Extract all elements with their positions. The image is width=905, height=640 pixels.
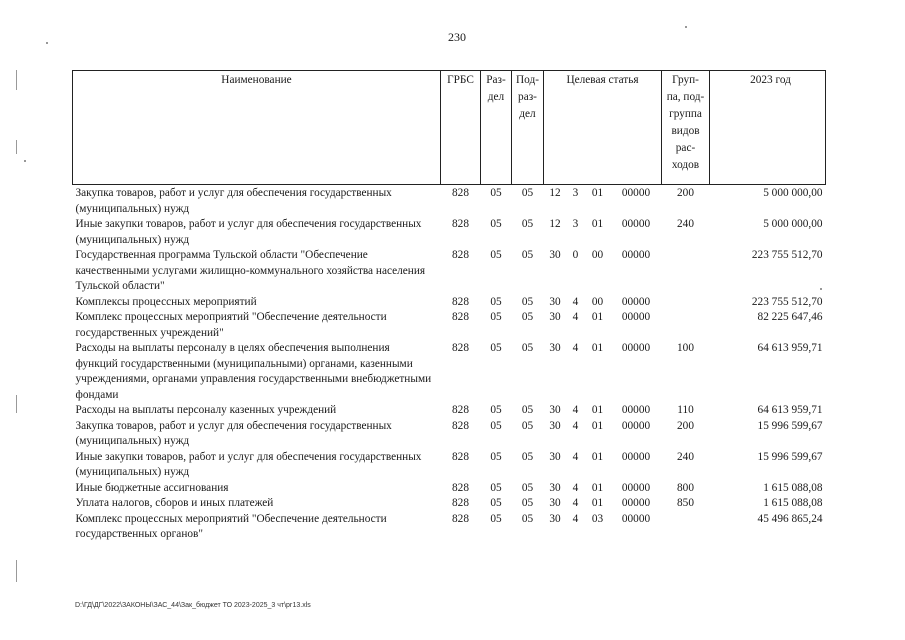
table-row — [73, 217, 826, 248]
row-target-direction: 00000 — [621, 311, 651, 323]
row-target-direction: 00000 — [621, 481, 651, 494]
table-row — [73, 248, 826, 295]
row-grbs: 828 — [452, 295, 469, 308]
row-razdel: 05 — [490, 187, 502, 199]
row-podrazdel: 05 — [521, 497, 534, 509]
row-name: Комплекс процессных мероприятий "Обеспечение деятельности государственных учреждений" — [75, 311, 387, 339]
row-grbs: 828 — [452, 450, 469, 463]
row-target-type: 4 — [572, 419, 579, 432]
row-target-subprogram: 01 — [591, 342, 604, 354]
row-expense-group: 800 — [677, 481, 694, 494]
row-razdel: 05 — [490, 249, 502, 261]
row-name: Комплексы процессных мероприятий — [75, 295, 257, 308]
row-target-direction: 00000 — [621, 342, 651, 354]
header-year-2023: 2023 год — [710, 71, 826, 185]
row-expense-group: 100 — [677, 342, 694, 354]
row-name: Расходы на выплаты персоналу в целях обеспечения выполнения функций государственными (муниципальными) органами, казенными учреждениями, органами управления государственными внебюджетными фондами — [75, 342, 432, 401]
row-podrazdel: 05 — [521, 450, 534, 463]
row-target-direction: 00000 — [621, 249, 651, 261]
row-target-type: 3 — [572, 218, 579, 230]
table-row — [73, 185, 826, 218]
row-target-program: 30 — [549, 497, 561, 509]
row-target-program: 30 — [549, 512, 561, 525]
row-target-subprogram: 01 — [591, 450, 604, 463]
row-podrazdel: 05 — [521, 404, 534, 416]
row-target-subprogram: 00 — [591, 249, 604, 261]
row-razdel: 05 — [490, 419, 502, 432]
row-name: Закупка товаров, работ и услуг для обеспечения государственных (муниципальных) нужд — [75, 419, 392, 447]
page-number: 230 — [448, 30, 466, 44]
row-name: Комплекс процессных мероприятий "Обеспечение деятельности государственных органов" — [75, 512, 387, 540]
row-target-type: 4 — [572, 342, 579, 354]
row-razdel: 05 — [490, 218, 502, 230]
row-grbs: 828 — [452, 342, 469, 354]
row-expense-group: 200 — [677, 419, 694, 432]
row-razdel: 05 — [490, 450, 502, 463]
row-target-program: 12 — [549, 218, 561, 230]
table-row — [73, 512, 826, 543]
row-grbs: 828 — [452, 419, 469, 432]
row-podrazdel: 05 — [521, 512, 534, 525]
row-target-type: 4 — [572, 497, 579, 509]
row-razdel: 05 — [490, 512, 502, 525]
row-grbs: 828 — [452, 218, 469, 230]
row-podrazdel: 05 — [521, 295, 534, 308]
row-amount: 15 996 599,67 — [757, 450, 823, 463]
table-row — [73, 403, 826, 419]
row-amount: 223 755 512,70 — [751, 249, 823, 261]
row-grbs: 828 — [452, 512, 469, 525]
table-row — [73, 341, 826, 403]
table-row — [73, 310, 826, 341]
row-target-subprogram: 01 — [591, 187, 604, 199]
row-target-type: 4 — [572, 295, 579, 308]
row-target-program: 30 — [549, 419, 561, 432]
row-razdel: 05 — [490, 311, 502, 323]
row-target-direction: 00000 — [621, 295, 651, 308]
row-expense-group: 240 — [677, 218, 694, 230]
row-grbs: 828 — [452, 187, 469, 199]
row-expense-group: 110 — [677, 404, 694, 416]
row-expense-group: 240 — [677, 450, 694, 463]
table-body — [73, 185, 826, 543]
budget-table — [72, 70, 826, 543]
row-name: Иные закупки товаров, работ и услуг для обеспечения государственных (муниципальных) нужд — [75, 450, 422, 478]
header-razdel: Раз- дел — [481, 71, 512, 185]
row-target-program: 30 — [549, 481, 561, 494]
row-amount: 15 996 599,67 — [757, 419, 823, 432]
row-name: Иные закупки товаров, работ и услуг для обеспечения государственных (муниципальных) нужд — [75, 218, 422, 246]
row-target-direction: 00000 — [621, 187, 651, 199]
row-target-direction: 00000 — [621, 404, 651, 416]
row-target-subprogram: 01 — [591, 404, 604, 416]
scan-dot — [46, 42, 48, 44]
row-amount: 223 755 512,70 — [751, 295, 823, 308]
row-amount: 45 496 865,24 — [757, 512, 823, 525]
row-expense-group — [662, 248, 710, 295]
row-amount: 1 615 088,08 — [763, 497, 823, 509]
table-row — [73, 295, 826, 311]
row-target-type: 4 — [572, 311, 579, 323]
row-expense-group: 200 — [677, 187, 694, 199]
footer-file-path: D:\ГД\ДГ\2022\ЗАКОНЫ\ЗАС_44\Зак_бюджет ТО 2023-2025_3 чт\рг13.xls — [75, 602, 311, 609]
row-amount: 64 613 959,71 — [757, 342, 823, 354]
table-row — [73, 496, 826, 512]
row-target-program: 30 — [549, 450, 561, 463]
row-target-type: 3 — [572, 187, 579, 199]
scan-dot — [820, 288, 822, 290]
row-target-subprogram: 01 — [591, 497, 604, 509]
row-razdel: 05 — [490, 342, 502, 354]
row-amount: 82 225 647,46 — [757, 311, 823, 323]
row-grbs: 828 — [452, 497, 469, 509]
row-expense-group — [662, 295, 710, 311]
row-amount: 1 615 088,08 — [763, 481, 823, 494]
table-header-row — [73, 71, 826, 185]
row-grbs: 828 — [452, 404, 469, 416]
table-row — [73, 419, 826, 450]
row-target-type: 4 — [572, 450, 579, 463]
scan-margin-mark — [16, 140, 17, 154]
row-target-type: 0 — [572, 249, 579, 261]
table-row — [73, 450, 826, 481]
row-target-subprogram: 03 — [591, 512, 604, 525]
row-razdel: 05 — [490, 497, 502, 509]
scan-dot — [685, 26, 687, 28]
row-target-direction: 00000 — [621, 497, 651, 509]
row-name: Уплата налогов, сборов и иных платежей — [75, 497, 274, 509]
row-name: Расходы на выплаты персоналу казенных учреждений — [75, 404, 337, 416]
header-target-article: Целевая статья — [544, 71, 662, 185]
row-podrazdel: 05 — [521, 218, 534, 230]
row-podrazdel: 05 — [521, 187, 534, 199]
row-expense-group — [662, 512, 710, 543]
row-target-subprogram: 01 — [591, 218, 604, 230]
row-amount: 64 613 959,71 — [757, 404, 823, 416]
header-grbs: ГРБС — [441, 71, 481, 185]
row-target-type: 4 — [572, 512, 579, 525]
header-expense-group: Груп- па, под- группа видов рас- ходов — [662, 71, 710, 185]
row-name: Иные бюджетные ассигнования — [75, 481, 229, 494]
row-razdel: 05 — [490, 481, 502, 494]
row-podrazdel: 05 — [521, 342, 534, 354]
row-name: Закупка товаров, работ и услуг для обеспечения государственных (муниципальных) нужд — [75, 187, 392, 215]
row-target-program: 30 — [549, 295, 561, 308]
row-target-subprogram: 01 — [591, 311, 604, 323]
row-target-program: 30 — [549, 342, 561, 354]
row-grbs: 828 — [452, 481, 469, 494]
scan-margin-mark — [16, 395, 17, 413]
row-target-direction: 00000 — [621, 512, 651, 525]
row-target-direction: 00000 — [621, 419, 651, 432]
row-razdel: 05 — [490, 404, 502, 416]
row-amount: 5 000 000,00 — [763, 218, 823, 230]
row-target-type: 4 — [572, 481, 579, 494]
row-podrazdel: 05 — [521, 311, 534, 323]
row-podrazdel: 05 — [521, 481, 534, 494]
row-razdel: 05 — [490, 295, 502, 308]
row-expense-group — [662, 310, 710, 341]
row-amount: 5 000 000,00 — [763, 187, 823, 199]
row-target-direction: 00000 — [621, 218, 651, 230]
row-target-program: 30 — [549, 249, 561, 261]
row-name: Государственная программа Тульской области "Обеспечение качественными услугами жилищно-коммунального хозяйства населения Тульской области" — [75, 249, 426, 292]
scan-margin-mark — [16, 70, 17, 90]
row-target-type: 4 — [572, 404, 579, 416]
row-target-program: 12 — [549, 187, 561, 199]
scan-margin-mark — [16, 560, 17, 582]
row-podrazdel: 05 — [521, 249, 534, 261]
row-podrazdel: 05 — [521, 419, 534, 432]
row-target-program: 30 — [549, 311, 561, 323]
header-name: Наименование — [73, 71, 441, 185]
row-target-subprogram: 00 — [591, 295, 604, 308]
row-grbs: 828 — [452, 249, 469, 261]
row-target-direction: 00000 — [621, 450, 651, 463]
scan-dot — [24, 160, 26, 162]
header-podrazdel: Под- раз- дел — [512, 71, 544, 185]
row-grbs: 828 — [452, 311, 469, 323]
table-row — [73, 481, 826, 497]
row-target-program: 30 — [549, 404, 561, 416]
row-expense-group: 850 — [677, 497, 694, 509]
row-target-subprogram: 01 — [591, 481, 604, 494]
row-target-subprogram: 01 — [591, 419, 604, 432]
